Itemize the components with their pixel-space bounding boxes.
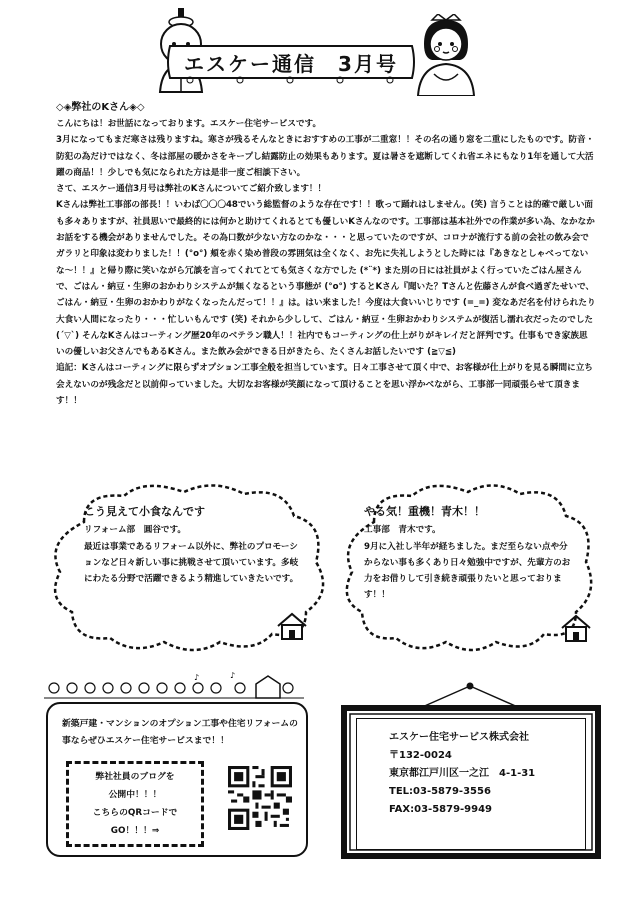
hina-doll-female-icon xyxy=(410,14,482,96)
house-icon xyxy=(276,612,308,640)
postscript-paragraph: 追記：Kさんはコーティングに限らずオプション工事全般を担当しています。日々工事させて頂く中で、お客様が仕上がりを見る瞬間に立ち会えないのが残念だと以前仰っていました。大切なお客様が笑顔になって頂けることを思い浮かべながら、工事部一同頑張らせて頂きます！！ xyxy=(56,363,593,407)
blog-line: 公開中！！！ xyxy=(108,790,162,800)
cloud-left-text: 最近は事業であるリフォーム以外に、弊社のプロモーションなど日々新しい事に挑戦させて頂いています。多岐にわたる分野で活躍できるよう精進していきたいです。 xyxy=(84,541,299,585)
newsletter-title-banner xyxy=(160,40,422,84)
svg-text:♪: ♪ xyxy=(230,672,236,680)
company-info xyxy=(356,718,586,850)
company-fax: FAX:03-5879-9949 xyxy=(389,804,493,815)
house-icon xyxy=(560,614,592,642)
greeting-paragraph: こんにちは！お世話になっております。エスケー住宅サービスです。 xyxy=(56,119,322,129)
svg-text:♪: ♪ xyxy=(194,673,200,682)
qr-code-icon[interactable] xyxy=(228,766,292,830)
company-tel: TEL:03-5879-3556 xyxy=(389,786,491,797)
blog-notice-box xyxy=(66,761,204,847)
company-postal: 〒132-0024 xyxy=(389,750,452,761)
trees-decoration-icon xyxy=(44,672,304,700)
article-body xyxy=(56,116,596,409)
intro-paragraph: さて、エスケー通信3月号は弊社のKさんについてご紹介致します！！ xyxy=(56,184,327,195)
section-heading: ◇◈弊社のKさん◈◇ xyxy=(56,102,145,113)
company-name: エスケー住宅サービス株式会社 xyxy=(389,732,529,743)
cloud-right-role: 工事部 青木です。 xyxy=(364,525,441,536)
cloud-right-text: 9月に入社し半年が経ちました。まだ至らない点や分からない事も多くあり日々勉強中ですが、先輩方のお力をお借りして引き続き頑張りたいと思っております！！ xyxy=(364,541,571,601)
blog-line: こちらのQRコードで xyxy=(92,808,178,818)
header xyxy=(0,8,641,98)
promo-text: 新築戸建・マンションのオプション工事や住宅リフォームの事ならぜひエスケー住宅サービスまで！！ xyxy=(62,719,298,746)
promo-box xyxy=(46,702,308,857)
k-san-paragraph: Kさんは弊社工事部の部長！！いわば〇〇〇48でいう総監督のような存在です！！歌って踊れはしません。(笑) 言うことは的確で厳しい面も多々ありますが、社員思いで最終的には何かと助けてくれるとても優しいKさんなのです。工事部は基本社外での作業が多い為、なかなかお話をする機会がありませんでした。その為口数が少ない方なのかな・・・と思っていたのですが、コロナが流行する前の会社の飲み会でガラリと印象は変わりました！！(°o°) 頬を赤く染め普段の雰囲気は全くなく、お先に失礼しようとした時には『あきなとしゃべってないな～！！』と帰り際に笑いながら冗談を言ってくれてとても気さくな方でした (*¨*) また別の日には社員がよく行っていたごはん屋さんで、ごはん・納豆・生卵のおかわりシステムが無くなるという事態が (°o°) するとKさん『聞いた？Tさんと佐藤さんが食べ過ぎたせいで、ごはん・納豆・生卵のおかわりがなくなったんだって！！』は。はい来ました！今度は大食いいじりです (=_=) 変なあだ名を付けられたり大食い人間になったり・・・忙しいもんです (笑) それから少しして、ごはん・納豆・生卵おかわりシステムが復活し濡れ衣だったのでした (´▽`) そんなKさんはコーティング歴20年のベテラン職人！！社内でもコーティングの仕上がりがキレイだと評判です。仕事もでき家族思いの優しいお父さんでもあるKさん。また飲み会ができる日がきたら、たくさんお話したいです (≧▽≦) xyxy=(56,200,596,358)
staff-profile-cloud-left xyxy=(44,482,334,657)
blog-line: GO！！！⇒ xyxy=(110,826,160,836)
newsletter-title: エスケー通信 3月号 xyxy=(184,51,398,76)
blog-line: 弊社社員のブログを xyxy=(95,772,175,782)
cloud-left-role: リフォーム部 圓谷です。 xyxy=(84,525,187,536)
double-window-paragraph: 3月になってもまだ寒さは残りますね。寒さが残るそんなときにおすすめの工事が二重窓！！その名の通り窓を二重にしたものです。防音・防犯の為だけではなく、冬は部屋の暖かさをキープし結露防止の効果もあります。夏は暑さを遮断してくれ省エネにもなり1年を通して大活躍の商品！！少しでも気になられた方は是非一度ご相談下さい。 xyxy=(56,135,595,178)
cloud-right-title: やる気！重機！青木！！ xyxy=(364,505,485,518)
company-address: 東京都江戸川区一之江 4-1-31 xyxy=(389,768,536,779)
cloud-left-title: こう見えて小食なんです xyxy=(84,505,205,518)
staff-profile-cloud-right xyxy=(338,482,600,657)
